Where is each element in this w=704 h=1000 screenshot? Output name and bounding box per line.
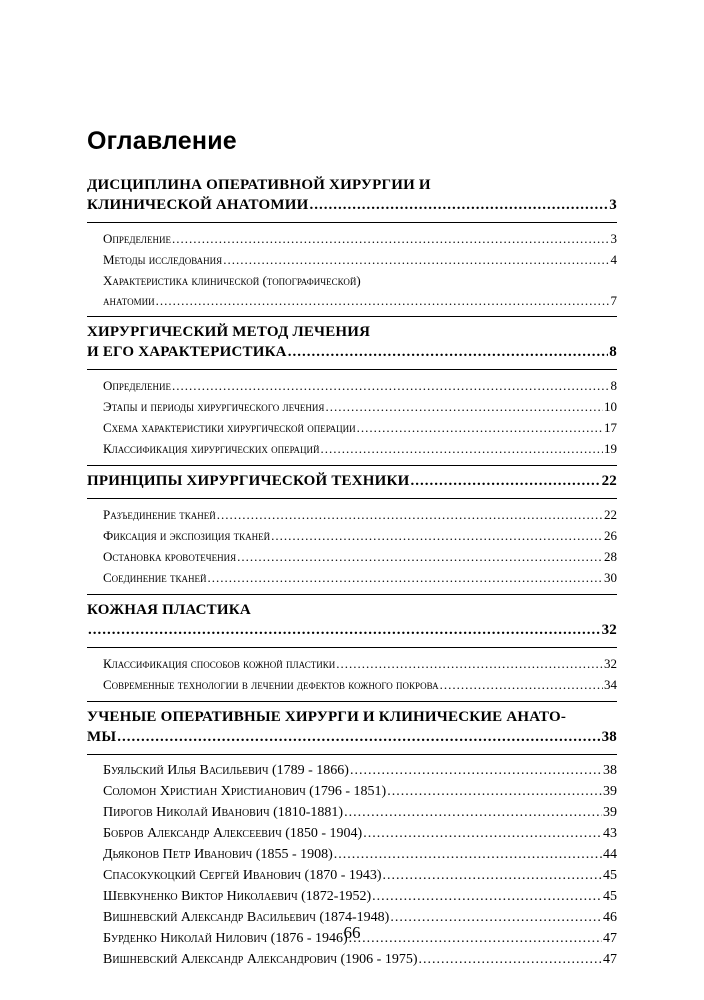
entry-page-number: 22: [604, 507, 617, 522]
section-divider: [87, 316, 617, 317]
dot-leader: [387, 782, 602, 802]
section-divider: [87, 594, 617, 595]
section-heading[interactable]: [87, 708, 617, 749]
entry-page-number: 39: [603, 805, 617, 820]
toc-entry[interactable]: [103, 547, 617, 568]
entry-page-number: 45: [603, 889, 617, 904]
entry-title: Бурденко Николай Нилович (1876 - 1946): [103, 931, 348, 946]
entry-page-number: 44: [603, 847, 617, 862]
section-rule: [87, 498, 617, 499]
entry-page-number: 30: [604, 570, 617, 585]
toc-entry[interactable]: [103, 505, 617, 526]
entry-page-number: 19: [604, 441, 617, 456]
entry-title: Классификация хирургических операций: [103, 441, 320, 456]
toc-entry[interactable]: [103, 803, 617, 824]
entry-page-number: 46: [603, 910, 617, 925]
toc-entry[interactable]: [103, 845, 617, 866]
entry-title: Буяльский Илья Васильевич (1789 - 1866): [103, 763, 349, 778]
entry-page-number: 28: [604, 549, 617, 564]
dot-leader: [372, 887, 602, 907]
entry-title: Остановка кровотечения: [103, 549, 237, 564]
toc-entry[interactable]: [103, 824, 617, 845]
toc-entry[interactable]: [103, 782, 617, 803]
entry-title: Соломон Христиан Христианович (1796 - 1851): [103, 784, 387, 799]
section-heading[interactable]: [87, 601, 617, 642]
entry-page-number: 32: [604, 656, 617, 671]
section-page-number: 3: [609, 197, 617, 213]
entry-title-line1: Характеристика клинической (топографической): [103, 273, 361, 288]
toc-entry[interactable]: [103, 397, 617, 418]
entry-title: Вишневский Александр Александрович (1906 - 1975): [103, 952, 418, 967]
table-of-contents: [87, 176, 617, 971]
section-title-line1: УЧЕНЫЕ ОПЕРАТИВНЫЕ ХИРУРГИ И КЛИНИЧЕСКИЕ АНАТО-: [87, 709, 567, 725]
dot-leader: [237, 547, 603, 567]
dot-leader: [410, 472, 600, 491]
toc-entry[interactable]: [103, 866, 617, 887]
toc-entry[interactable]: [103, 950, 617, 971]
section-divider: [87, 701, 617, 702]
toc-entry[interactable]: [103, 271, 617, 311]
toc-entry[interactable]: [103, 654, 617, 675]
section-title-line1: ХИРУРГИЧЕСКИЙ МЕТОД ЛЕЧЕНИЯ: [87, 324, 371, 340]
section-page-number: 38: [601, 729, 617, 745]
entry-page-number: 39: [603, 784, 617, 799]
section-page-number: 8: [609, 344, 617, 360]
toc-entry[interactable]: [103, 229, 617, 250]
dot-leader: [334, 845, 602, 865]
toc-entry[interactable]: [103, 675, 617, 696]
toc-section-2: [87, 323, 617, 460]
entry-title: Определение: [103, 378, 172, 393]
section-rule: [87, 647, 617, 648]
section-heading[interactable]: [87, 323, 617, 364]
dot-leader: [117, 728, 600, 747]
dot-leader: [325, 397, 603, 417]
section-title-line1: ДИСЦИПЛИНА ОПЕРАТИВНОЙ ХИРУРГИИ И: [87, 177, 431, 193]
entry-page-number: 17: [604, 420, 617, 435]
entry-page-number: 3: [610, 231, 617, 246]
toc-entry[interactable]: [103, 887, 617, 908]
page-title: Оглавление: [87, 127, 237, 155]
toc-entry[interactable]: [103, 418, 617, 439]
dot-leader: [350, 761, 602, 781]
entry-title: Фиксация и экспозиция тканей: [103, 528, 271, 543]
dot-leader: [172, 376, 609, 396]
entry-title: анатомии: [103, 293, 155, 308]
dot-leader: [217, 505, 603, 525]
toc-entry[interactable]: [103, 250, 617, 271]
dot-leader: [208, 568, 603, 588]
dot-leader: [88, 621, 601, 640]
entry-title: Соединение тканей: [103, 570, 207, 585]
section-divider: [87, 465, 617, 466]
dot-leader: [321, 439, 603, 459]
dot-leader: [440, 675, 603, 695]
dot-leader: [344, 803, 602, 823]
dot-leader: [172, 229, 609, 249]
entry-title: Схема характеристики хирургической операции: [103, 420, 356, 435]
section-title-line1: КОЖНАЯ ПЛАСТИКА: [87, 602, 251, 618]
section-rule: [87, 222, 617, 223]
dot-leader: [419, 950, 603, 970]
entry-page-number: 10: [604, 399, 617, 414]
toc-entry[interactable]: [103, 439, 617, 460]
toc-section-3: [87, 472, 617, 589]
dot-leader: [288, 343, 609, 362]
entry-page-number: 38: [603, 763, 617, 778]
dot-leader: [363, 824, 602, 844]
section-heading[interactable]: [87, 472, 617, 493]
dot-leader: [336, 654, 603, 674]
section-title-line2: И ЕГО ХАРАКТЕРИСТИКА: [87, 344, 287, 360]
entry-page-number: 8: [610, 378, 617, 393]
dot-leader: [383, 866, 602, 886]
entry-title: Этапы и периоды хирургического лечения: [103, 399, 325, 414]
dot-leader: [156, 291, 610, 311]
page-number: 66: [343, 923, 361, 942]
toc-section-1: [87, 176, 617, 311]
entry-title: Бобров Александр Алексеевич (1850 - 1904): [103, 826, 363, 841]
entry-page-number: 47: [603, 952, 617, 967]
entry-page-number: 34: [604, 677, 617, 692]
entry-title: Классификация способов кожной пластики: [103, 656, 336, 671]
entry-title: Методы исследования: [103, 252, 223, 267]
dot-leader: [309, 196, 608, 215]
entry-title: Определение: [103, 231, 172, 246]
section-heading[interactable]: [87, 176, 617, 217]
entry-title: Пирогов Николай Иванович (1810-1881): [103, 805, 344, 820]
toc-entry[interactable]: [103, 568, 617, 589]
section-title-line2: МЫ: [87, 729, 117, 745]
toc-section-4: [87, 601, 617, 696]
entry-title: Спасокукоцкий Сергей Иванович (1870 - 1943): [103, 868, 382, 883]
section-title: ПРИНЦИПЫ ХИРУРГИЧЕСКОЙ ТЕХНИКИ: [87, 473, 410, 489]
entry-title: Современные технологии в лечении дефектов кожного покрова: [103, 677, 439, 692]
entry-page-number: 45: [603, 868, 617, 883]
toc-entry[interactable]: [103, 761, 617, 782]
entry-page-number: 26: [604, 528, 617, 543]
section-title-line2: КЛИНИЧЕСКОЙ АНАТОМИИ: [87, 197, 309, 213]
entry-title: Вишневский Александр Васильевич (1874-1948): [103, 910, 390, 925]
section-rule: [87, 369, 617, 370]
dot-leader: [357, 418, 603, 438]
entry-title: Шевкуненко Виктор Николаевич (1872-1952): [103, 889, 372, 904]
entry-page-number: 47: [603, 931, 617, 946]
dot-leader: [271, 526, 603, 546]
entry-page-number: 7: [610, 293, 617, 308]
entry-title: Дьяконов Петр Иванович (1855 - 1908): [103, 847, 333, 862]
dot-leader: [223, 250, 609, 270]
section-page-number: 22: [601, 473, 617, 489]
toc-entry[interactable]: [103, 376, 617, 397]
entry-page-number: 4: [610, 252, 617, 267]
section-page-number: 32: [601, 622, 617, 638]
toc-entry[interactable]: [103, 526, 617, 547]
section-rule: [87, 754, 617, 755]
entry-page-number: 43: [603, 826, 617, 841]
entry-title: Разъединение тканей: [103, 507, 216, 522]
